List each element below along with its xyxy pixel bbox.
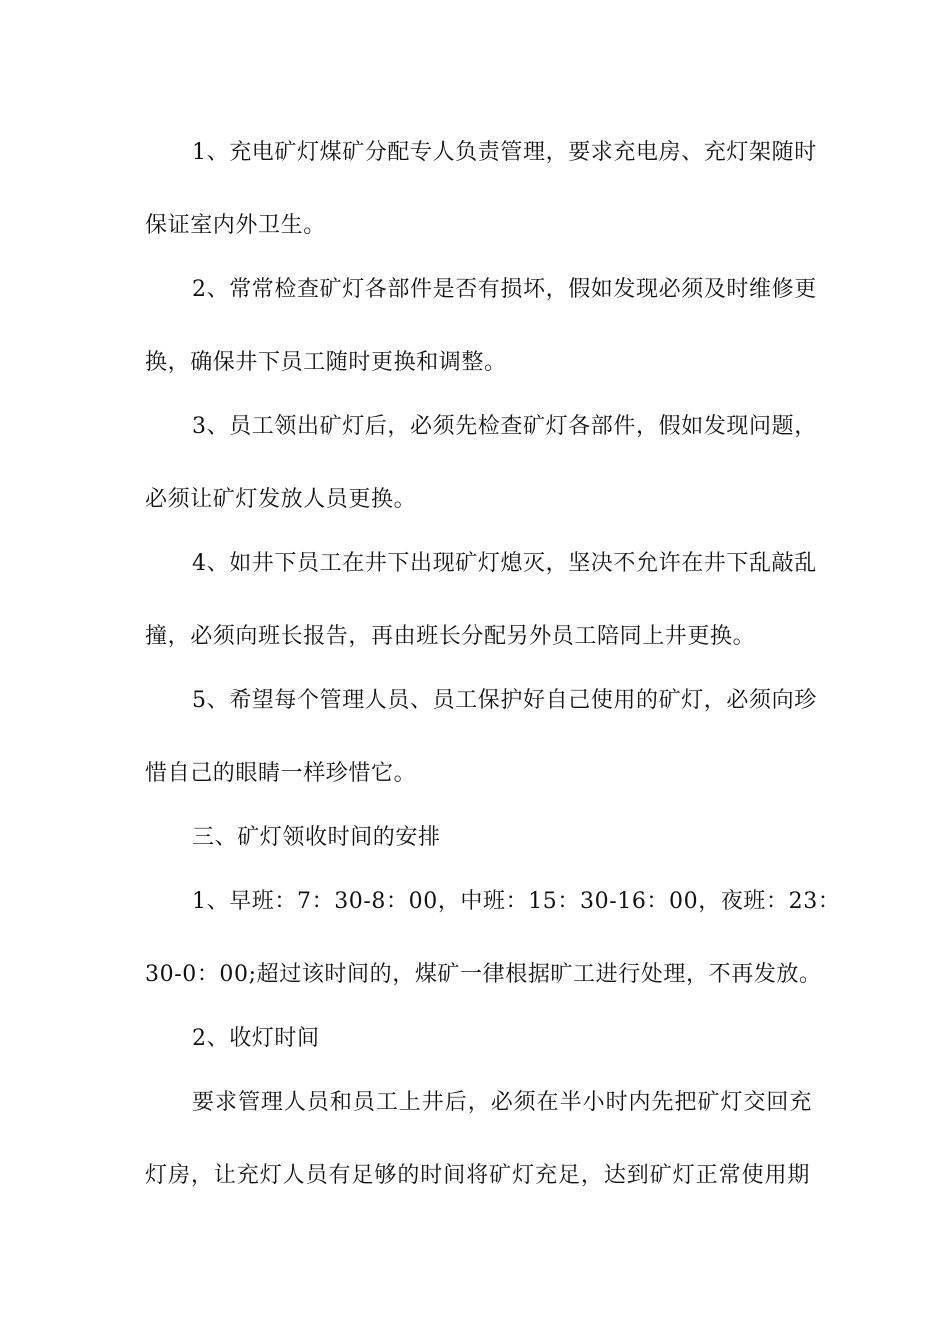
paragraph-7-line-2: 灯房，让充灯人员有足够的时间将矿灯充足，达到矿灯正常使用期 bbox=[145, 1163, 810, 1188]
paragraph-1-line-1: 1、充电矿灯煤矿分配专人负责管理，要求充电房、充灯架随时 bbox=[192, 140, 817, 165]
paragraph-6-line-1: 1、早班：7：30-8：00，中班：15：30-16：00，夜班：23： bbox=[192, 889, 841, 914]
paragraph-1-line-2: 保证室内外卫生。 bbox=[145, 213, 326, 238]
paragraph-3-line-1: 3、员工领出矿灯后，必须先检查矿灯各部件，假如发现问题， bbox=[192, 414, 817, 439]
paragraph-6-line-2: 30-0：00;超过该时间的，煤矿一律根据旷工进行处理，不再发放。 bbox=[145, 962, 822, 987]
subheading-return-time: 2、收灯时间 bbox=[192, 1026, 320, 1051]
paragraph-7-line-1: 要求管理人员和员工上井后，必须在半小时内先把矿灯交回充 bbox=[192, 1090, 812, 1115]
paragraph-5-line-1: 5、希望每个管理人员、员工保护好自己使用的矿灯，必须向珍 bbox=[192, 688, 817, 713]
paragraph-2-line-1: 2、常常检查矿灯各部件是否有损坏，假如发现必须及时维修更 bbox=[192, 277, 817, 302]
paragraph-5-line-2: 惜自己的眼睛一样珍惜它。 bbox=[145, 761, 417, 786]
paragraph-3-line-2: 必须让矿灯发放人员更换。 bbox=[145, 487, 417, 512]
paragraph-4-line-2: 撞，必须向班长报告，再由班长分配另外员工陪同上井更换。 bbox=[145, 624, 756, 649]
paragraph-4-line-1: 4、如井下员工在井下出现矿灯熄灭，坚决不允许在井下乱敲乱 bbox=[192, 551, 817, 576]
section-heading: 三、矿灯领收时间的安排 bbox=[192, 825, 441, 850]
paragraph-2-line-2: 换，确保井下员工随时更换和调整。 bbox=[145, 350, 507, 375]
